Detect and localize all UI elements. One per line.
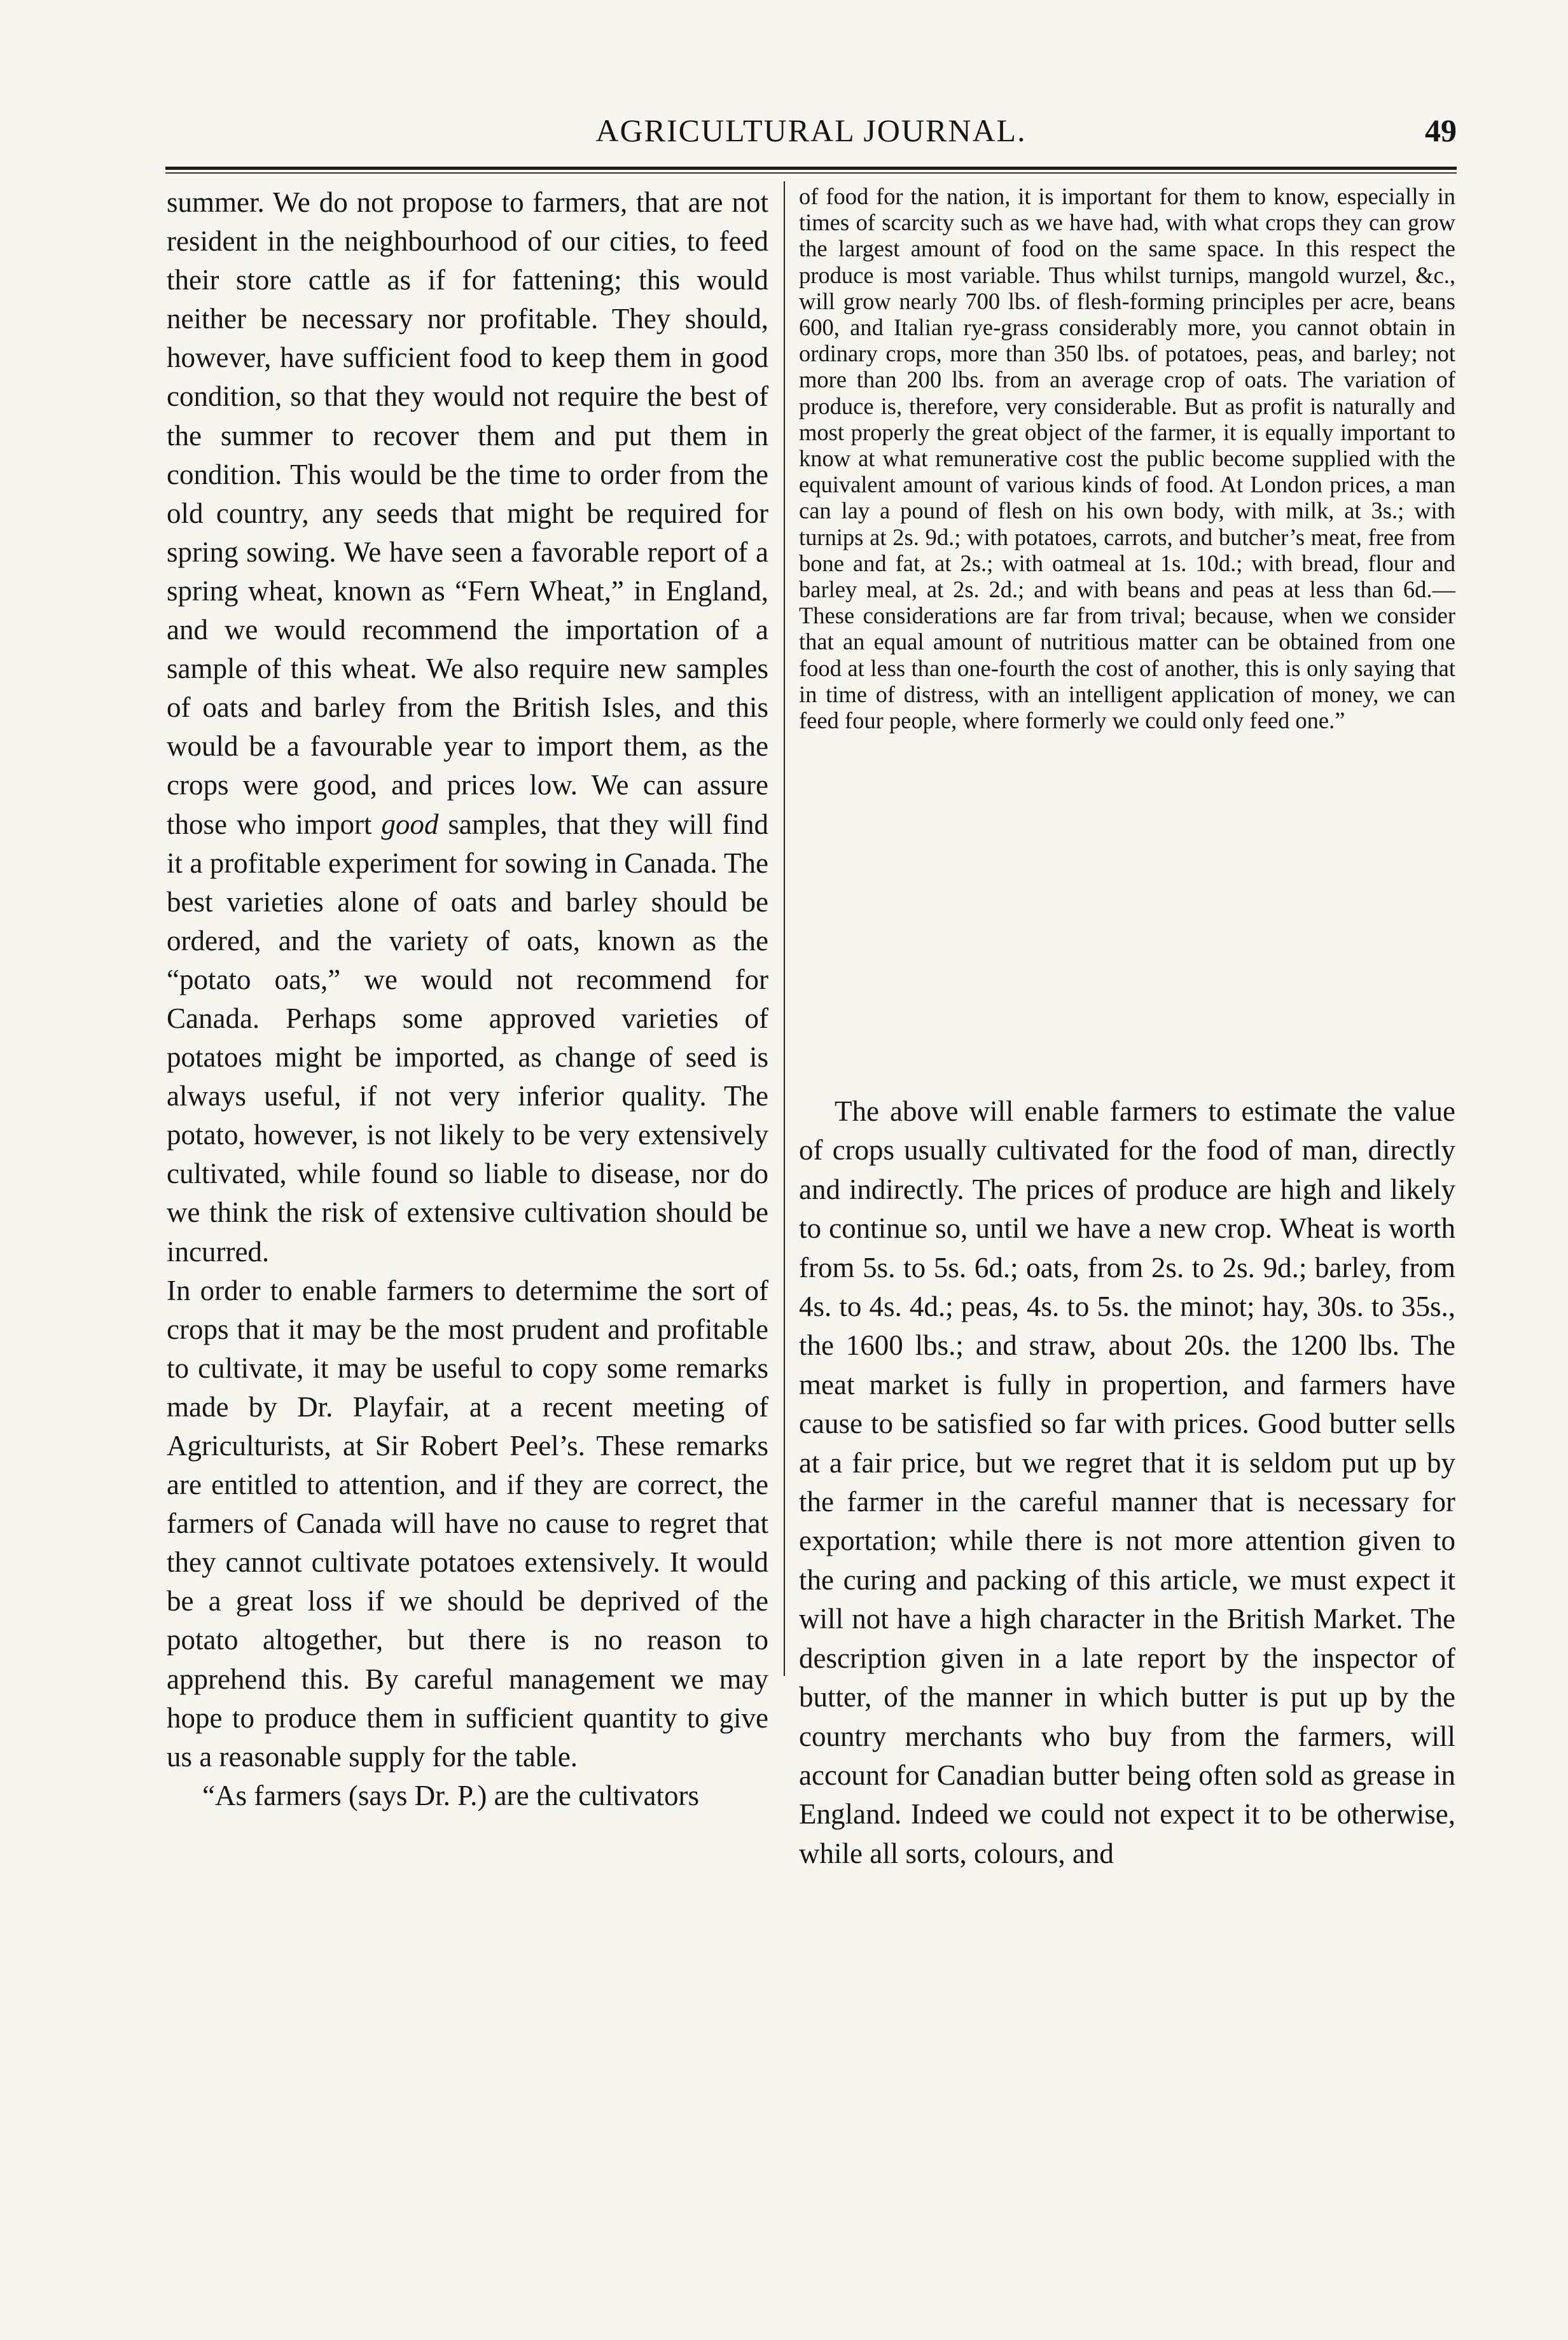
page-number: 49 <box>1425 113 1457 148</box>
left-paragraph-1-text-b: samples, that they will find it a profitable experiment for sowing in Canada. The best varieties alone of oats and barley should be ordered, and the variety of oats, known as the “potato oats,” we would not recommend for Canada. Perhaps some approved varieties of potatoes might be imported, as change of seed is always useful, if not very inferior quality. The potato, however, is not likely to be very extensively cultivated, while found so liable to disease, nor do we think the risk of extensive cultivation should be incurred. <box>167 808 768 1268</box>
left-paragraph-1 <box>167 183 768 1271</box>
right-quote-paragraph: of food for the nation, it is important for them to know, especially in times of scarcity such as we have had, with what crops they can grow the largest amount of food on the same space. In this respect the produce is most variable. Thus whilst turnips, mangold wurzel, &c., will grow nearly 700 lbs. of flesh-forming principles per acre, beans 600, and Italian rye-grass considerably more, you cannot obtain in ordinary crops, more than 350 lbs. of potatoes, peas, and barley; not more than 200 lbs. from an average crop of oats. The variation of produce is, therefore, very considerable. But as profit is naturally and most properly the great object of the farmer, it is equally important to know at what remunerative cost the public become supplied with the equivalent amount of various kinds of food. At London prices, a man can lay a pound of flesh on his own body, with milk, at 3s.; with turnips at 2s. 9d.; with potatoes, carrots, and butcher’s meat, free from bone and fat, at 2s.; with oatmeal at 1s. 10d.; with bread, flour and barley meal, at 2s. 2d.; and with beans and peas at less than 6d.—These considerations are far from trival; because, when we consider that an equal amount of nutritious matter can be obtained from one food at less than one-fourth the cost of another, this is only saying that in time of distress, with an intelligent application of money, we can feed four people, where formerly we could only feed one.” <box>799 183 1455 734</box>
left-paragraph-2: In order to enable farmers to determime the sort of crops that it may be the most prudent and profitable to cultivate, it may be useful to copy some remarks made by Dr. Playfair, at a recent meeting of Agriculturists, at Sir Robert Peel’s. These remarks are entitled to attention, and if they are correct, the farmers of Canada will have no cause to regret that they cannot cultivate potatoes extensively. It would be a great loss if we should be deprived of the potato altogether, but there is no reason to apprehend this. By careful management we may hope to produce them in sufficient quantity to give us a reasonable supply for the table. <box>167 1274 768 1773</box>
left-paragraph-1-text-a: summer. We do not propose to farmers, that are not resident in the neighbourhood of our cities, to feed their store cattle as if for fattening; this would neither be necessary nor profitable. They should, however, have sufficient food to keep them in good condition, so that they would not require the best of the summer to recover them and put them in condition. This would be the time to order from the old country, any seeds that might be required for spring sowing. We have seen a favorable report of a spring wheat, known as “Fern Wheat,” in England, and we would recommend the importation of a sample of this wheat. We also require new samples of oats and barley from the British Isles, and this would be a favourable year to import them, as the crops were good, and prices low. We can assure those who import <box>167 186 768 840</box>
header-rule-thick <box>165 167 1457 170</box>
left-column <box>167 183 768 1815</box>
right-column-quote <box>799 183 1455 733</box>
page-header <box>165 112 1457 163</box>
running-title: AGRICULTURAL JOURNAL. <box>595 113 1027 148</box>
right-paragraph-2: The above will enable farmers to estimate the value of crops usually cultivated for the food of man, directly and indirectly. The prices of produce are high and likely to continue so, until we have a new crop. Wheat is worth from 5s. to 5s. 6d.; oats, from 2s. to 2s. 9d.; barley, from 4s. to 4s. 4d.; peas, 4s. to 5s. the minot; hay, 30s. to 35s., the 1600 lbs.; and straw, about 20s. the 1200 lbs. The meat market is fully in propertion, and farmers have cause to be satisfied so far with prices. Good butter sells at a fair price, but we regret that it is seldom put up by the farmer in the careful manner that is necessary for exportation; while there is not more attention given to the curing and packing of this article, we must expect it will not have a high character in the British Market. The description given in a late report by the inspector of butter, of the manner in which butter is put up by the country merchants who buy from the farmers, will account for Canadian butter being often sold as grease in England. Indeed we could not expect it to be otherwise, while all sorts, colours, and <box>799 1095 1455 1869</box>
column-divider <box>784 181 785 1676</box>
left-paragraph-3: “As farmers (says Dr. P.) are the cultivators <box>202 1779 700 1811</box>
left-paragraph-1-italic-word: good <box>381 808 439 840</box>
header-rule-thin <box>165 172 1457 174</box>
right-column-body <box>799 1092 1455 1873</box>
